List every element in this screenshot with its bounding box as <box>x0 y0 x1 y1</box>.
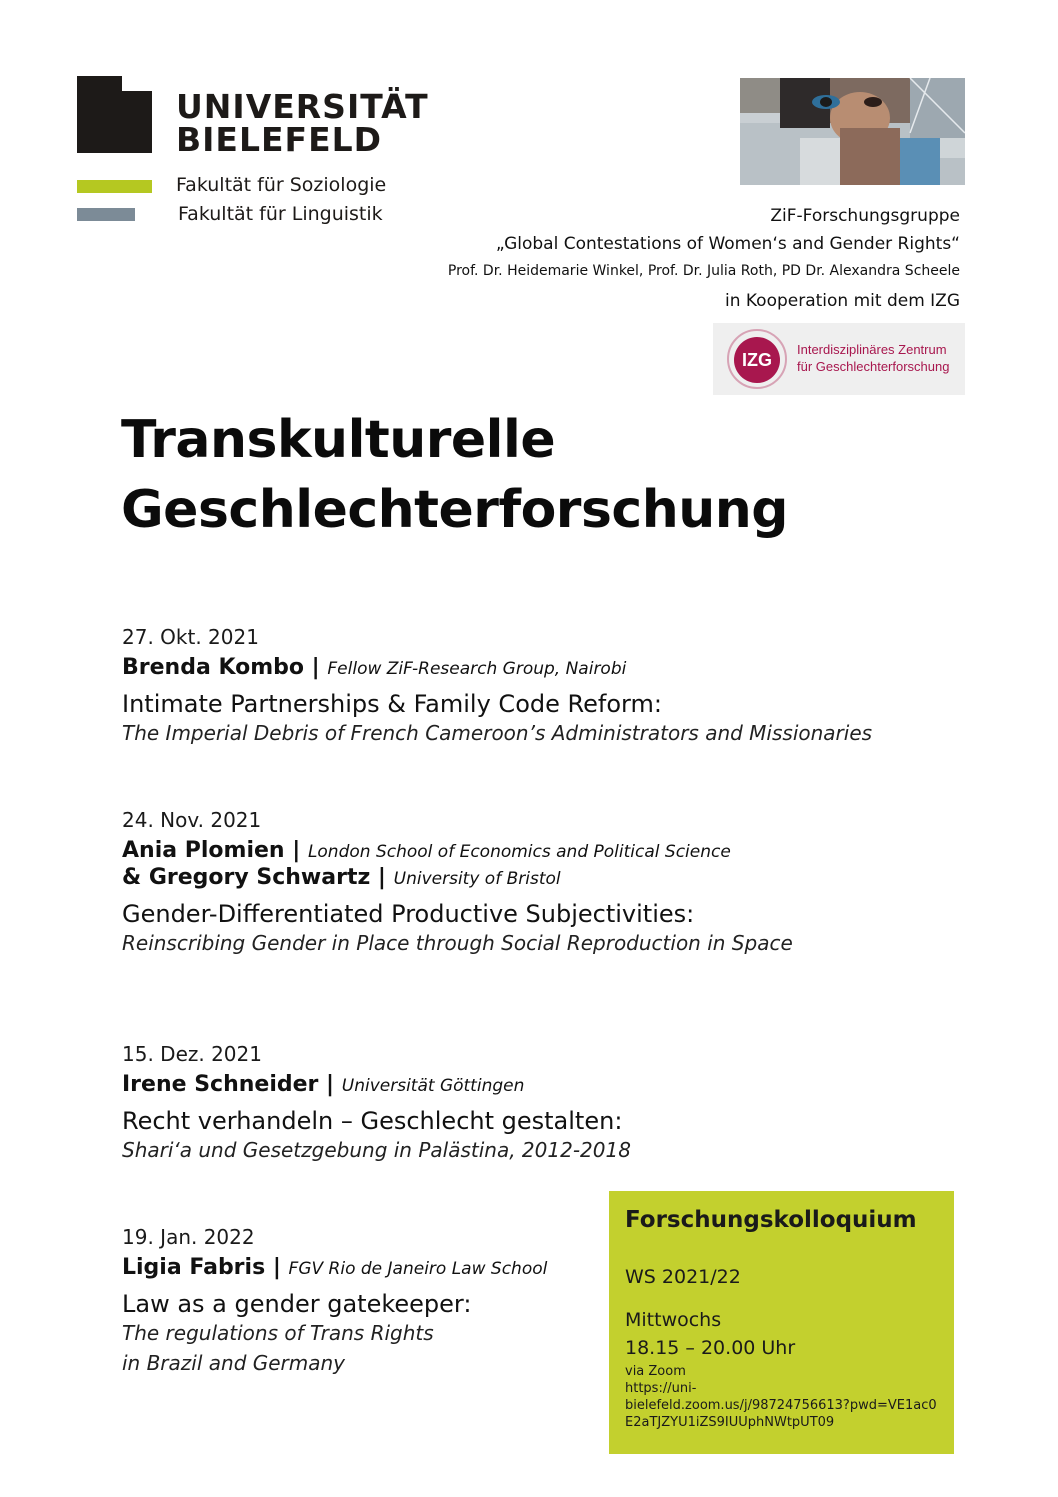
zoom-link-line2[interactable]: bielefeld.zoom.us/j/98724756613?pwd=VE1ac0 <box>625 1398 937 1413</box>
faculty-sociology: Fakultät für Soziologie <box>176 174 387 196</box>
page-title-line1: Transkulturelle <box>121 410 556 470</box>
event-subtitle: The regulations of Trans Rights <box>122 1321 434 1345</box>
event-date: 27. Okt. 2021 <box>122 625 259 649</box>
event-speaker <box>122 1255 547 1280</box>
event-speaker <box>122 655 872 680</box>
event-title: Law as a gender gatekeeper: <box>122 1290 472 1318</box>
event-1 <box>122 625 872 748</box>
zoom-link-line3[interactable]: E2aTJZYU1iZS9IUUphNWtpUT09 <box>625 1415 835 1430</box>
university-name <box>176 87 429 159</box>
event-3 <box>122 1042 631 1165</box>
speaker-name: Ania Plomien | <box>122 838 301 863</box>
izg-logo <box>713 323 965 395</box>
event-date: 19. Jan. 2022 <box>122 1225 255 1249</box>
weekday: Mittwochs <box>625 1309 722 1331</box>
speaker-name: Irene Schneider | <box>122 1072 335 1097</box>
faculty-bar-grey <box>77 208 135 221</box>
university-name-line1: UNIVERSITÄT <box>176 87 429 126</box>
logo-notch <box>122 77 152 91</box>
faculty-linguistics: Fakultät für Linguistik <box>178 203 383 225</box>
speaker-affiliation: Fellow ZiF-Research Group, Nairobi <box>327 659 627 679</box>
event-date: 24. Nov. 2021 <box>122 808 262 832</box>
photo-collage <box>740 78 965 185</box>
event-title: Recht verhandeln – Geschlecht gestalten: <box>122 1107 623 1135</box>
collage-image <box>740 78 965 185</box>
university-name-line2: BIELEFELD <box>176 120 383 159</box>
speaker-name: & Gregory Schwartz | <box>122 865 386 890</box>
speaker-name: Brenda Kombo | <box>122 655 320 680</box>
research-group-label: ZiF-Forschungsgruppe <box>770 206 960 226</box>
event-speaker-2 <box>122 865 793 890</box>
speaker-affiliation: Universität Göttingen <box>341 1076 525 1096</box>
logo-mark-top <box>77 76 122 92</box>
page-title <box>121 405 788 545</box>
colloquium-heading: Forschungskolloquium <box>625 1207 917 1233</box>
speaker-affiliation: FGV Rio de Janeiro Law School <box>288 1259 548 1279</box>
event-subtitle: The Imperial Debris of French Cameroon’s Administrators and Missionaries <box>122 721 873 745</box>
event-subtitle: Reinscribing Gender in Place through Social Reproduction in Space <box>122 931 793 955</box>
event-speaker <box>122 1072 631 1097</box>
event-date: 15. Dez. 2021 <box>122 1042 262 1066</box>
colloquium-info-box <box>609 1191 954 1454</box>
speaker-affiliation: University of Bristol <box>393 869 561 889</box>
izg-full-name: Interdisziplinäres Zentrum für Geschlechterforschung <box>797 342 950 374</box>
speaker-name: Ligia Fabris | <box>122 1255 281 1280</box>
research-group-project: „Global Contestations of Women‘s and Gender Rights“ <box>495 234 960 254</box>
time: 18.15 – 20.00 Uhr <box>625 1337 796 1359</box>
event-title: Intimate Partnerships & Family Code Reform: <box>122 690 662 718</box>
semester: WS 2021/22 <box>625 1266 741 1288</box>
event-title: Gender-Differentiated Productive Subjectivities: <box>122 900 695 928</box>
izg-abbreviation: IZG <box>742 350 772 370</box>
event-subtitle-2: in Brazil and Germany <box>122 1351 346 1375</box>
research-group-people: Prof. Dr. Heidemarie Winkel, Prof. Dr. Julia Roth, PD Dr. Alexandra Scheele <box>447 263 960 279</box>
event-4 <box>122 1225 547 1378</box>
event-subtitle: Shari‘a und Gesetzgebung in Palästina, 2012-2018 <box>122 1138 631 1162</box>
page-title-line2: Geschlechterforschung <box>121 480 788 540</box>
zoom-link-line1[interactable]: https://uni- <box>625 1381 697 1396</box>
cooperation-note: in Kooperation mit dem IZG <box>724 291 960 311</box>
speaker-affiliation: London School of Economics and Political Science <box>307 842 731 862</box>
event-2 <box>122 808 793 958</box>
event-speaker <box>122 838 793 863</box>
faculty-bar-green <box>77 180 152 193</box>
via-zoom: via Zoom <box>625 1364 686 1379</box>
